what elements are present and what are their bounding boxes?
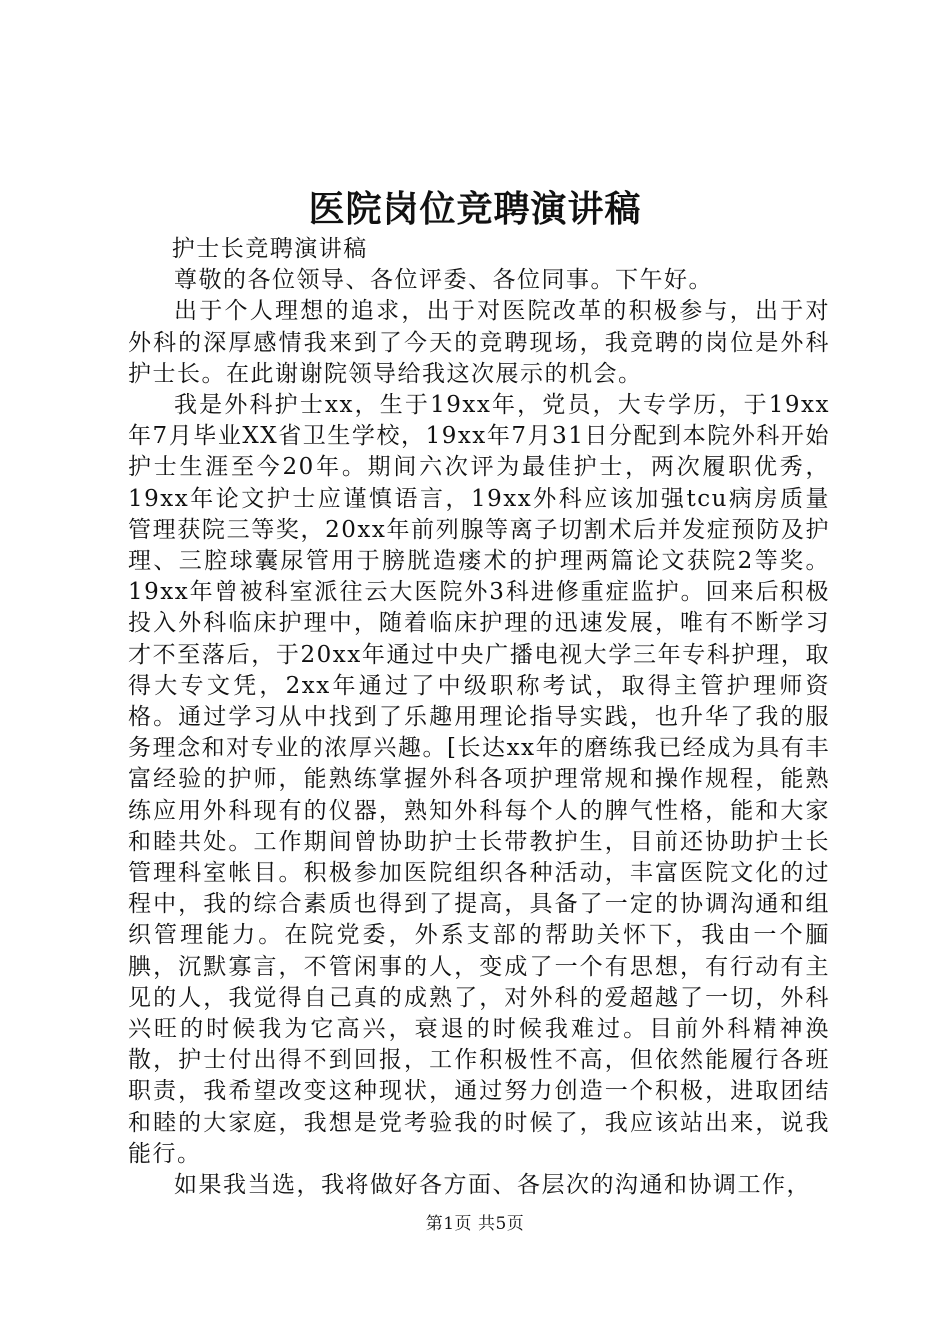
greeting-paragraph: 尊敬的各位领导、各位评委、各位同事。下午好。 <box>174 267 713 294</box>
plan-paragraph: 如果我当选，我将做好各方面、各层次的沟通和协调工作， <box>174 1172 811 1199</box>
intro-paragraph: 出于个人理想的追求，出于对医院改革的积极参与，出于对外科的深厚感情我来到了今天的竞聘现场，我竞聘的岗位是外科护士长。在此谢谢院领导给我这次展示的机会。 <box>128 298 830 387</box>
background-paragraph: 我是外科护士xx，生于19xx年，党员，大专学历，于19xx年7月毕业XX省卫生学校，19xx年7月31日分配到本院外科开始护士生涯至今20年。期间六次评为最佳护士，两次履职优秀，19xx年论文护士应谨慎语言，19xx外科应该加强tcu病房质量管理获院三等奖，20xx年前列腺等离子切割术后并发症预防及护理、三腔球囊尿管用于膀胱造瘘术的护理两篇论文获院2等奖。19xx年曾被科室派往云大医院外3科进修重症监护。回来后积极投入外科临床护理中，随着临床护理的迅速发展，唯有不断学习才不至落后，于20xx年通过中央广播电视大学三年专科护理，取得大专文凭，2xx年通过了中级职称考试，取得主管护理师资格。通过学习从中找到了乐趣用理论指导实践，也升华了我的服务理念和对专业的浓厚兴趣。[长达xx年的磨练我已经成为具有丰富经验的护师，能熟练掌握外科各项护理常规和操作规程，能熟练应用外科现有的仪器，熟知外科每个人的脾气性格，能和大家和睦共处。工作期间曾协助护士长带教护生，目前还协助护士长管理科室帐目。积极参加医院组织各种活动，丰富医院文化的过程中，我的综合素质也得到了提高，具备了一定的协调沟通和组织管理能力。在院党委，外系支部的帮助关怀下，我由一个腼腆，沉默寡言，不管闲事的人，变成了一个有思想，有行动有主见的人，我觉得自己真的成熟了，对外科的爱超越了一切，外科兴旺的时候我为它高兴，衰退的时候我难过。目前外科精神涣散，护士付出得不到回报，工作积极性不高，但依然能履行各班职责，我希望改变这种现状，通过努力创造一个积极，进取团结和睦的大家庭，我想是党考验我的时候了，我应该站出来，说我能行。 <box>128 392 830 1167</box>
page-footer: 第1页 共5页 <box>425 1214 525 1234</box>
document-title: 医院岗位竞聘演讲稿 <box>308 188 642 230</box>
subtitle-paragraph: 护士长竞聘演讲稿 <box>171 236 368 262</box>
document-body <box>128 234 830 1201</box>
